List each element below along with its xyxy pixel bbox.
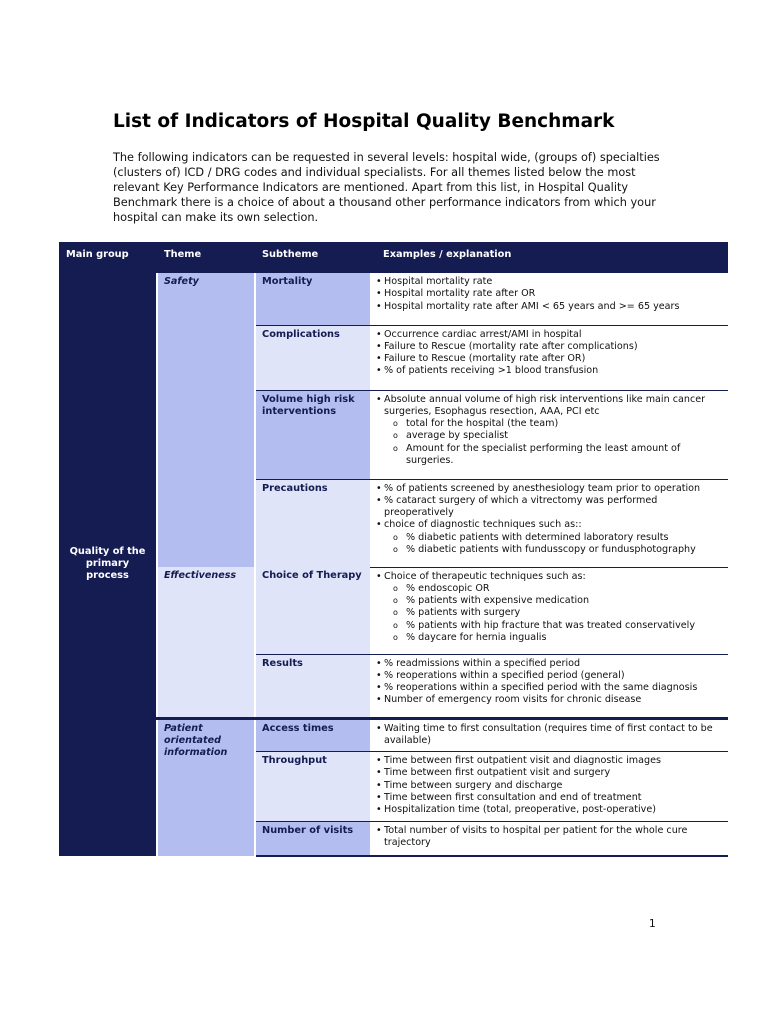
bullet-text: Time between surgery and discharge (384, 779, 563, 791)
bullet-item (376, 571, 722, 645)
bullet-text: Number of emergency room visits for chronic disease (384, 694, 642, 706)
bullet-text: % cataract surgery of which a vitrectomy was performed preoperatively (384, 494, 658, 519)
bullet-item (376, 825, 722, 850)
bullet-text: % readmissions within a specified period (384, 657, 581, 669)
sub-bullet-item: o average by specialist (384, 430, 722, 442)
table-row (59, 567, 728, 654)
sub-bullet-item: o Amount for the specialist performing the least amount of surgeries. (384, 443, 722, 468)
bullet-item (376, 792, 722, 804)
bullet-item (376, 329, 722, 341)
table-row (59, 718, 728, 752)
bullet-text: Hospital mortality rate (384, 276, 493, 287)
subtheme-cell: Volume high risk interventions (255, 390, 370, 479)
bullet-text: % of patients receiving >1 blood transfusion (384, 365, 599, 377)
bullet-text: % of patients screened by anesthesiology team prior to operation (384, 482, 701, 494)
bullet-text: Failure to Rescue (mortality rate after complications) (384, 340, 638, 352)
table-header-row (59, 242, 728, 273)
subtheme-cell: Number of visits (255, 821, 370, 856)
sub-bullet-list (384, 418, 722, 467)
sub-bullet-item: o % diabetic patients with determined laboratory results (384, 532, 722, 544)
indicators-table (59, 242, 728, 857)
bullet-item (376, 365, 722, 377)
bullet-item (376, 658, 722, 670)
bullet-item (376, 755, 722, 767)
examples-cell (370, 273, 728, 325)
bullet-item (376, 723, 722, 748)
bullet-list (376, 825, 722, 850)
subtheme-cell: Complications (255, 325, 370, 390)
bullet-text: Time between first outpatient visit and diagnostic images (384, 755, 661, 767)
sub-bullet-list (384, 583, 722, 644)
bullet-item (376, 694, 722, 706)
subtheme-cell: Mortality (255, 273, 370, 325)
header-subtheme: Subtheme (255, 242, 370, 273)
main-group-cell: Quality of the primary process (59, 273, 157, 856)
bullet-list (376, 276, 722, 313)
bullet-list (376, 571, 722, 645)
bullet-item (376, 353, 722, 365)
bullet-text: Time between first consultation and end of treatment (384, 791, 642, 803)
bullet-list (376, 329, 722, 378)
bullet-item (376, 495, 722, 520)
page-number: 1 (649, 918, 656, 930)
bullet-text: Time between first outpatient visit and surgery (384, 767, 611, 779)
bullet-text: Occurrence cardiac arrest/AMI in hospital (384, 328, 582, 340)
bullet-item (376, 804, 722, 816)
examples-cell (370, 390, 728, 479)
bullet-item (376, 780, 722, 792)
intro-paragraph: The following indicators can be requested in several levels: hospital wide, (groups of) specialties (clusters of) ICD / DRG codes and individual specialists. For all themes listed below the most relevant Key Performance Indicators are mentioned. Apart from this list, in Hospital Quality Benchmark there is a choice of about a thousand other performance indicators from which your hospital can make its own selection. (113, 151, 660, 224)
theme-patient-information: Patient orientated information (157, 718, 255, 856)
bullet-text: Hospital mortality rate after AMI < 65 years and >= 65 years (384, 300, 680, 312)
bullet-item (376, 288, 722, 300)
bullet-item (376, 301, 722, 313)
bullet-text: Failure to Rescue (mortality rate after OR) (384, 353, 586, 365)
bullet-item (376, 341, 722, 353)
bullet-item (376, 682, 722, 694)
sub-bullet-item: o % patients with surgery (384, 607, 722, 619)
table-row (59, 273, 728, 325)
sub-bullet-item: o % diabetic patients with fundusscopy or fundusphotography (384, 544, 722, 556)
subtheme-cell: Choice of Therapy (255, 567, 370, 654)
bullet-list (376, 483, 722, 557)
theme-effectiveness: Effectiveness (157, 567, 255, 718)
subtheme-cell: Precautions (255, 479, 370, 567)
sub-bullet-list (384, 532, 722, 557)
bullet-item (376, 394, 722, 468)
header-examples: Examples / explanation (370, 242, 728, 273)
sub-bullet-item: o % patients with hip fracture that was treated conservatively (384, 620, 722, 632)
bullet-text: Absolute annual volume of high risk interventions like main cancer surgeries, Esophagus resection, AAA, PCI etc (384, 393, 706, 417)
bullet-text: choice of diagnostic techniques such as:: (384, 519, 582, 531)
examples-cell (370, 821, 728, 856)
bullet-text: Total number of visits to hospital per patient for the whole cure trajectory (384, 824, 688, 848)
examples-cell (370, 654, 728, 718)
bullet-item (376, 519, 722, 556)
subtheme-cell: Throughput (255, 752, 370, 821)
document-title: List of Indicators of Hospital Quality Benchmark (113, 111, 615, 132)
bullet-text: Hospitalization time (total, preoperative, post-operative) (384, 804, 656, 816)
header-theme: Theme (157, 242, 255, 273)
bullet-text: % reoperations within a specified period with the same diagnosis (384, 682, 698, 694)
examples-cell (370, 718, 728, 752)
bullet-text: Hospital mortality rate after OR (384, 288, 536, 300)
sub-bullet-item: o total for the hospital (the team) (384, 418, 722, 430)
subtheme-cell: Results (255, 654, 370, 718)
theme-safety: Safety (157, 273, 255, 567)
bullet-text: Waiting time to first consultation (requires time of first contact to be available) (384, 722, 713, 746)
bullet-item (376, 276, 722, 288)
bullet-list (376, 394, 722, 468)
sub-bullet-item: o % endoscopic OR (384, 583, 722, 595)
examples-cell (370, 479, 728, 567)
sub-bullet-item: o % patients with expensive medication (384, 595, 722, 607)
examples-cell (370, 567, 728, 654)
bullet-text: Choice of therapeutic techniques such as: (384, 570, 586, 582)
bullet-list (376, 755, 722, 816)
subtheme-cell: Access times (255, 718, 370, 752)
sub-bullet-item: o % daycare for hernia ingualis (384, 632, 722, 644)
header-main-group: Main group (59, 242, 157, 273)
bullet-item (376, 670, 722, 682)
examples-cell (370, 325, 728, 390)
bullet-item (376, 767, 722, 779)
examples-cell (370, 752, 728, 821)
bullet-list (376, 723, 722, 748)
bullet-item (376, 483, 722, 495)
bullet-text: % reoperations within a specified period (general) (384, 669, 625, 681)
bullet-list (376, 658, 722, 707)
